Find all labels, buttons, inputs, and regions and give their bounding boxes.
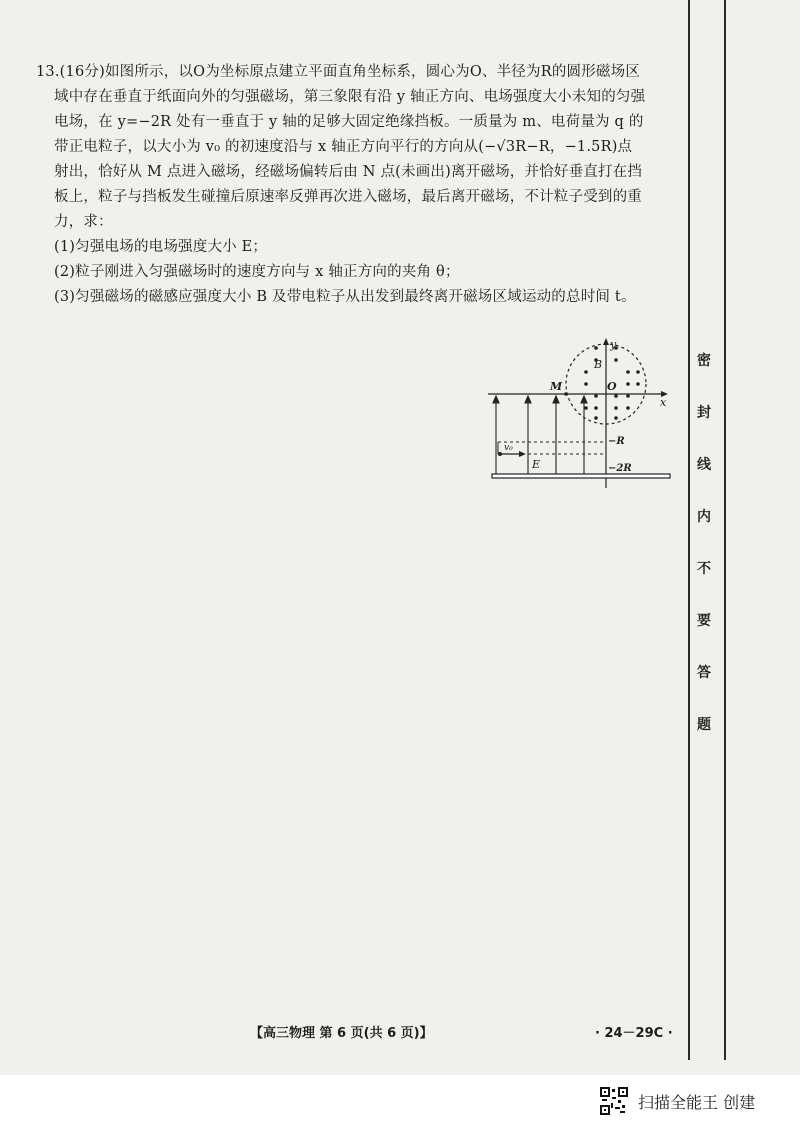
seal-char: 内 [697, 509, 711, 525]
question-text-line: 电场，在 y=−2R 处有一垂直于 y 轴的足够大固定绝缘挡板。一质量为 m、电荷量为 q 的 [54, 114, 644, 130]
sub-question-2: (2)粒子刚进入匀强磁场时的速度方向与 x 轴正方向的夹角 θ； [54, 264, 460, 280]
seal-line-notice [684, 340, 724, 740]
page-footer-left: 【高三物理 第 6 页(共 6 页)】 [250, 1026, 433, 1041]
velocity-label: v₀ [504, 443, 513, 453]
question-number: 13. [36, 64, 60, 80]
question-text-line: 带正电粒子，以大小为 v₀ 的初速度沿与 x 轴正方向平行的方向从(−√3R−R，−1.5R)点 [54, 139, 633, 155]
seal-char: 密 [697, 353, 711, 369]
seal-char: 题 [697, 717, 711, 733]
question-13 [36, 60, 676, 310]
scanner-watermark [600, 1085, 755, 1117]
seal-char: 要 [697, 613, 711, 629]
question-text-line: 如图所示，以O为坐标原点建立平面直角坐标系，圆心为O、半径为R的圆形磁场区 [104, 64, 641, 80]
watermark-text: 扫描全能王 创建 [638, 1092, 756, 1112]
field-E-label: E [532, 458, 541, 471]
seal-char: 答 [697, 665, 711, 681]
seal-char: 线 [697, 457, 711, 473]
seal-border-right [724, 0, 726, 1060]
question-text-line: 射出，恰好从 M 点进入磁场，经磁场偏转后由 N 点(未画出)离开磁场，并恰好垂直打在挡 [54, 164, 643, 180]
seal-char: 不 [697, 561, 711, 577]
physics-diagram [488, 338, 678, 488]
point-M-label: M [550, 380, 563, 393]
minus-R-label: −R [608, 436, 625, 447]
y-axis-label: y [610, 338, 617, 351]
x-axis-label: x [660, 396, 667, 409]
question-line-1 [36, 60, 676, 85]
insulating-plate [492, 474, 670, 478]
question-text-line: 板上，粒子与挡板发生碰撞后原速率反弹再次进入磁场，最后离开磁场，不计粒子受到的重 [54, 189, 642, 205]
point-M [564, 392, 568, 396]
question-score: (16分) [59, 64, 105, 80]
origin-label: O [607, 380, 617, 393]
question-text-line: 域中存在垂直于纸面向外的匀强磁场，第三象限有沿 y 轴正方向、电场强度大小未知的匀强 [54, 89, 646, 105]
question-text-line: 力，求： [54, 214, 113, 230]
sub-question-1: (1)匀强电场的电场强度大小 E； [54, 239, 268, 255]
qr-code-icon [600, 1087, 628, 1115]
minus-2R-label: −2R [608, 463, 632, 474]
page-footer-code: · 24－29C · [595, 1026, 673, 1041]
field-B-label: B [594, 358, 603, 371]
seal-char: 封 [697, 405, 711, 421]
sub-question-3: (3)匀强磁场的磁感应强度大小 B 及带电粒子从出发到最终离开磁场区域运动的总时间 t。 [54, 289, 636, 305]
